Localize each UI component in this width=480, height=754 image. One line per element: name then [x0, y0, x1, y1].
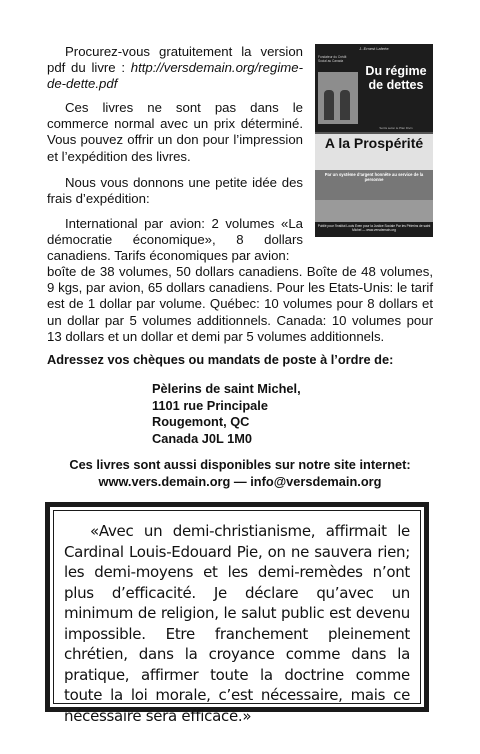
website-contact[interactable]: www.vers.demain.org — info@versdemain.org	[98, 474, 382, 489]
availability-line: Ces livres sont aussi disponibles sur notre site internet:	[69, 457, 411, 472]
address-line: Rougemont, QC	[152, 414, 250, 430]
availability-note	[47, 456, 433, 490]
cover-title-bottom: A la Prospérité	[324, 135, 424, 151]
address-line: Canada J0L 1M0	[152, 430, 253, 446]
pdf-paragraph-text: Procurez-vous gratuitement la version pdf du livre :	[47, 44, 303, 76]
cover-subtitle: Par un système d’argent honnête au service de la personne	[324, 172, 424, 182]
cover-figure	[324, 90, 334, 120]
cover-figure	[340, 90, 350, 120]
cover-small-text: Fondateur du Crédit Social au Canada	[318, 55, 347, 63]
book-cover-image	[315, 44, 433, 237]
shipping-rates-paragraph: boîte de 38 volumes, 50 dollars canadiens. Boîte de 48 volumes, 9 kgs, par avion, 65 dollars canadiens. Pour les Etats-Unis: le tarif est de 1 dollar par volume. Québec: 10 volumes pour 8 dollars et un dollar par 5 volumes additionnels. Canada: 10 volumes pour 13 dollars et un dollar et demi par 5 volumes additionnels.	[47, 264, 433, 344]
commerce-paragraph: Ces livres ne sont pas dans le commerce normal avec un prix déterminé. Vous pouvez offrir un don pour l’impression et l’expédition des livres.	[47, 100, 303, 164]
cover-publisher: Publié pour l’Institut Louis Even pour la Justice Sociale Par les Pèlerins de saint Michel — www.versdemain.org	[317, 224, 431, 232]
cover-photo	[318, 72, 358, 124]
shipping-international-paragraph: International par avion: 2 volumes «La démocratie économique», 8 dollars canadiens. Tarifs économiques par avion:	[47, 216, 303, 264]
address-line: 1101 rue Principale	[152, 397, 268, 413]
cover-author: J.-Ernest Laferte	[359, 46, 389, 51]
pdf-paragraph	[47, 44, 303, 93]
quote-box	[45, 502, 429, 725]
address-line: Pèlerins de saint Michel,	[152, 381, 301, 396]
shipping-intro-paragraph: Nous vous donnons une petite idée des frais d’expédition:	[47, 175, 303, 207]
cover-caption: Sortis selon le Plan Divin	[379, 126, 413, 130]
cover-title-top: Du régime de dettes	[365, 64, 427, 92]
pdf-link[interactable]: http://versdemain.org/regime-de-dette.pdf	[47, 60, 303, 92]
cardinal-pie-quote: «Avec un demi-christianisme, affirmait le Cardinal Louis-Edouard Pie, on ne sauvera rien; les demi-moyens et les demi-remèdes n’ont plus d’efficacité. Je déclare qu’avec un minimum de religion, le salut public est devenu impossible. Etre franchement pleinement chrétien, dans la croyance comme dans la pratique, affirmer toute la doctrine comme toute la loi morale, c’est nécessaire, mais ce nécessaire sera efficace.»	[64, 522, 410, 725]
mailing-address	[152, 381, 301, 447]
cover-image-strip	[315, 200, 433, 222]
order-heading: Adressez vos chèques ou mandats de poste à l’ordre de:	[47, 352, 394, 367]
